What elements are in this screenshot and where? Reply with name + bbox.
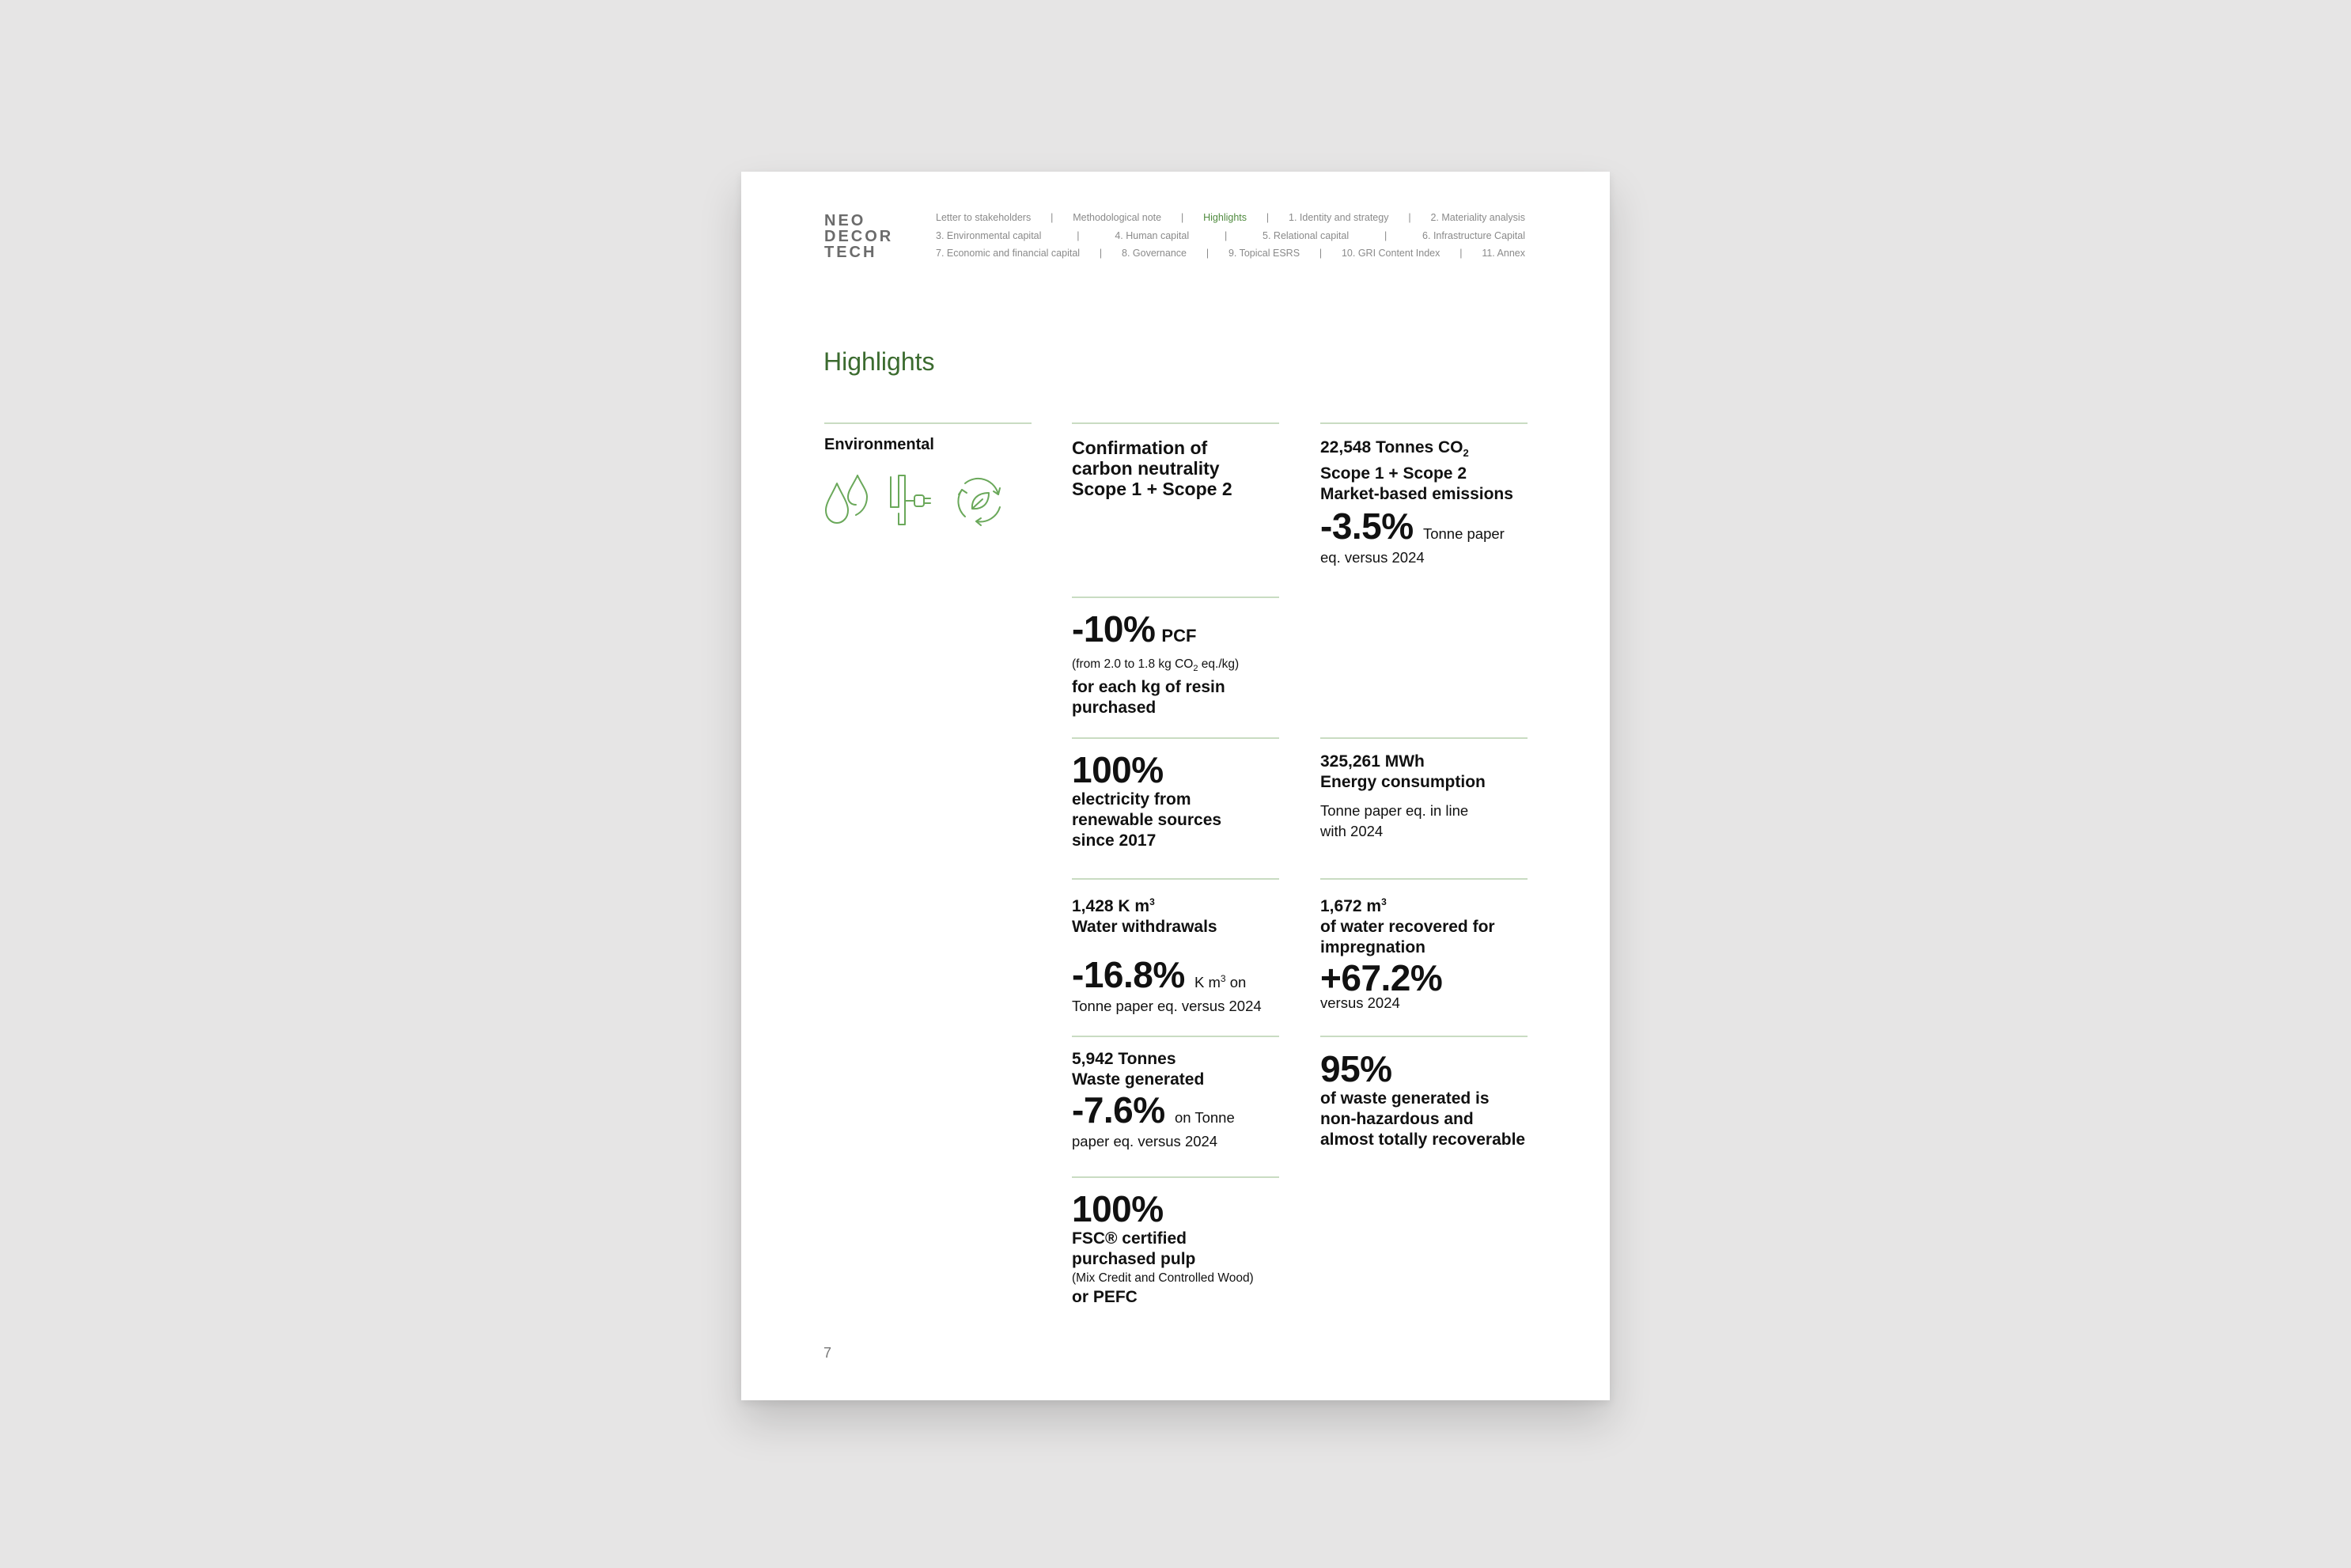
nav-item-highlights[interactable]: Highlights — [1203, 212, 1247, 223]
nonhaz-line-3: almost totally recoverable — [1320, 1131, 1526, 1149]
nav-item-environmental-capital[interactable]: 3. Environmental capital — [936, 229, 1042, 241]
water-withdrawals-block — [1072, 892, 1285, 1017]
divider-rule — [1072, 737, 1279, 739]
divider-rule — [1072, 1036, 1279, 1037]
nav-separator: | — [1051, 212, 1054, 223]
logo-line-2: DECOR — [824, 228, 894, 245]
pcf-detail-subscript: 2 — [1193, 664, 1198, 674]
pcf-block — [1072, 609, 1289, 718]
pcf-figure — [1072, 609, 1289, 656]
nav-item-gri-content-index[interactable]: 10. GRI Content Index — [1341, 248, 1441, 259]
nav-separator: | — [1408, 212, 1411, 223]
water-note-1 — [1194, 974, 1246, 990]
report-page — [741, 172, 1610, 1400]
fsc-line-3: or PEFC — [1072, 1288, 1138, 1306]
nav-item-governance[interactable]: 8. Governance — [1122, 248, 1187, 259]
co2-subscript: 2 — [1463, 447, 1469, 460]
waste-percent: -7.6% — [1072, 1089, 1165, 1131]
nav-row-1 — [936, 212, 1525, 230]
water-note-2: Tonne paper eq. versus 2024 — [1072, 998, 1262, 1014]
energy-details — [1320, 752, 1534, 842]
emissions-head — [1320, 437, 1534, 464]
renewable-line-3: since 2017 — [1072, 831, 1157, 850]
nav-separator: | — [1459, 248, 1463, 259]
water-note-a: K m — [1194, 974, 1221, 990]
recovered-note: versus 2024 — [1320, 994, 1400, 1011]
pcf-percent: -10% — [1072, 608, 1156, 650]
energy-head: 325,261 MWh — [1320, 752, 1425, 771]
waste-line-2: Waste generated — [1072, 1070, 1205, 1089]
nav-item-economic-financial-capital[interactable]: 7. Economic and financial capital — [936, 248, 1081, 259]
carbon-line-1: Confirmation of — [1072, 437, 1208, 458]
nav-item-topical-esrs[interactable]: 9. Topical ESRS — [1228, 248, 1300, 259]
divider-rule — [1320, 878, 1528, 880]
pcf-line-1: for each kg of resin — [1072, 678, 1225, 697]
pcf-line-2: purchased — [1072, 699, 1157, 718]
pcf-detail-a: (from 2.0 to 1.8 kg CO — [1072, 657, 1194, 671]
recovered-head-text: 1,672 m — [1320, 897, 1382, 915]
renewable-line-2: renewable sources — [1072, 811, 1222, 829]
divider-rule — [824, 422, 1032, 424]
waste-head: 5,942 Tonnes — [1072, 1050, 1176, 1068]
carbon-line-3: Scope 1 + Scope 2 — [1072, 479, 1232, 499]
nonhaz-line-2: non-hazardous and — [1320, 1110, 1474, 1128]
nav-item-materiality-analysis[interactable]: 2. Materiality analysis — [1430, 212, 1525, 223]
logo-line-1: NEO — [824, 212, 866, 229]
renewable-percent: 100% — [1072, 749, 1164, 790]
fsc-line-2: purchased pulp — [1072, 1250, 1196, 1268]
emissions-line-2: Scope 1 + Scope 2 — [1320, 464, 1467, 483]
energy-plug-icon — [891, 475, 930, 525]
nav-separator: | — [1206, 248, 1210, 259]
divider-rule — [1320, 737, 1528, 739]
nav-item-infrastructure-capital[interactable]: 6. Infrastructure Capital — [1422, 229, 1525, 241]
nav-separator: | — [1180, 212, 1184, 223]
nav-row-3 — [936, 248, 1525, 266]
non-hazardous-waste-block — [1320, 1049, 1542, 1150]
water-line-2: Water withdrawals — [1072, 918, 1217, 936]
energy-line-2: Energy consumption — [1320, 773, 1486, 791]
water-note-b: on — [1225, 974, 1247, 990]
fsc-detail: (Mix Credit and Controlled Wood) — [1072, 1271, 1254, 1285]
emissions-note-2: eq. versus 2024 — [1320, 549, 1425, 566]
nav-separator: | — [1319, 248, 1323, 259]
recovered-line-3: impregnation — [1320, 938, 1426, 956]
nav-separator: | — [1224, 229, 1228, 241]
page-number: 7 — [823, 1345, 832, 1361]
water-figure — [1072, 955, 1285, 1002]
recycle-leaf-icon — [958, 479, 1000, 525]
renewable-electricity-block — [1072, 750, 1285, 851]
fsc-certified-block — [1072, 1189, 1301, 1308]
emissions-figure — [1320, 506, 1534, 554]
divider-rule — [1072, 1176, 1279, 1178]
logo-line-3: TECH — [824, 244, 877, 261]
divider-rule — [1320, 422, 1528, 424]
divider-rule — [1072, 878, 1279, 880]
nav-item-letter-to-stakeholders[interactable]: Letter to stakeholders — [936, 212, 1032, 223]
nav-row-2 — [936, 230, 1525, 248]
water-note-superscript: 3 — [1220, 972, 1226, 984]
waste-note-2: paper eq. versus 2024 — [1072, 1133, 1218, 1149]
water-recovered-block — [1320, 892, 1534, 1013]
nav-item-relational-capital[interactable]: 5. Relational capital — [1263, 229, 1350, 241]
emissions-line-3: Market-based emissions — [1320, 485, 1513, 504]
divider-rule — [1072, 422, 1279, 424]
nav-separator: | — [1099, 248, 1103, 259]
water-drops-icon — [826, 475, 867, 523]
water-percent: -16.8% — [1072, 954, 1185, 995]
nav-separator: | — [1384, 229, 1388, 241]
environmental-icons — [823, 472, 1020, 528]
water-head — [1072, 892, 1285, 917]
nonhaz-line-1: of waste generated is — [1320, 1089, 1490, 1108]
emissions-note-1: Tonne paper — [1422, 525, 1505, 543]
cubic-superscript: 3 — [1149, 896, 1155, 907]
emissions-percent: -3.5% — [1320, 506, 1414, 547]
carbon-neutrality-block — [1072, 437, 1285, 499]
nav-item-human-capital[interactable]: 4. Human capital — [1115, 229, 1190, 241]
divider-rule — [1072, 597, 1279, 598]
recovered-superscript: 3 — [1381, 896, 1387, 907]
nav-separator: | — [1077, 229, 1080, 241]
energy-note-1: Tonne paper eq. in line — [1320, 802, 1469, 819]
nonhaz-percent: 95% — [1320, 1048, 1392, 1089]
recovered-head — [1320, 892, 1534, 917]
carbon-line-2: carbon neutrality — [1072, 458, 1220, 479]
waste-figure — [1072, 1090, 1285, 1138]
waste-note-1: on Tonne — [1174, 1109, 1235, 1126]
waste-generated-block — [1072, 1049, 1285, 1152]
nav-separator: | — [1266, 212, 1270, 223]
nav-item-identity-and-strategy[interactable]: 1. Identity and strategy — [1289, 212, 1389, 223]
section-label-environmental: Environmental — [824, 436, 934, 453]
energy-note-2: with 2024 — [1320, 823, 1384, 839]
recovered-percent: +67.2% — [1320, 957, 1443, 998]
page-title: Highlights — [823, 347, 935, 376]
emissions-head-text: 22,548 Tonnes CO — [1320, 438, 1463, 456]
recovered-line-2: of water recovered for — [1320, 918, 1495, 936]
divider-rule — [1320, 1036, 1528, 1037]
top-navigation — [936, 212, 1525, 266]
nav-item-methodological-note[interactable]: Methodological note — [1073, 212, 1162, 223]
pcf-label: PCF — [1161, 626, 1197, 646]
renewable-line-1: electricity from — [1072, 790, 1191, 809]
fsc-percent: 100% — [1072, 1188, 1164, 1229]
fsc-line-1: FSC® certified — [1072, 1229, 1187, 1248]
water-head-text: 1,428 K m — [1072, 897, 1150, 915]
emissions-block — [1320, 437, 1534, 568]
pcf-detail — [1072, 656, 1289, 677]
company-logo[interactable] — [824, 213, 893, 260]
pcf-detail-b: eq./kg) — [1198, 657, 1240, 671]
nav-item-annex[interactable]: 11. Annex — [1482, 248, 1525, 259]
